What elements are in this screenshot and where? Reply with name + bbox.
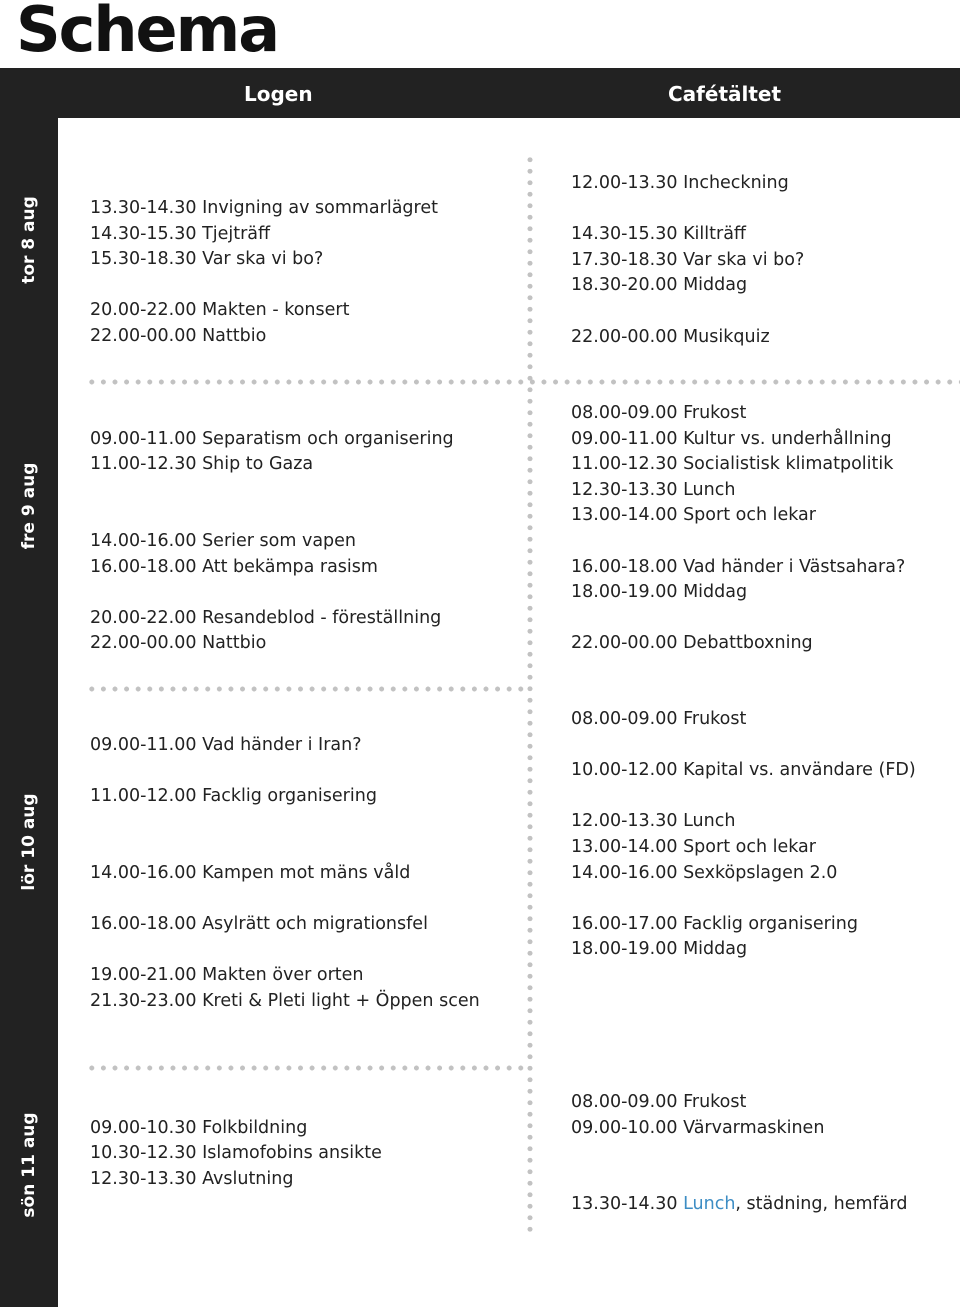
schedule-item xyxy=(90,401,454,427)
schedule-item: 11.00-12.30 Socialistisk klimatpolitik xyxy=(571,454,894,475)
day-divider xyxy=(86,379,960,385)
schedule-item: 12.30-13.30 Lunch xyxy=(571,479,736,500)
schedule-item xyxy=(571,1141,907,1167)
schedule-item xyxy=(571,886,916,912)
schedule-item xyxy=(571,529,905,555)
schedule-item: 08.00-09.00 Frukost xyxy=(571,709,747,729)
day-divider xyxy=(86,686,526,692)
schedule-item xyxy=(90,580,454,606)
day-label-saturday: lör 10 aug xyxy=(19,793,39,891)
schedule-item xyxy=(90,1090,382,1116)
schedule-item: 13.00-14.00 Sport och lekar xyxy=(571,836,816,857)
schedule-item: 10.00-12.00 Kapital vs. användare (FD) xyxy=(571,760,916,781)
schedule-item: 16.00-18.00 Att bekämpa rasism xyxy=(90,556,378,577)
schedule-item xyxy=(90,503,454,529)
cafe-sunday-list xyxy=(571,1090,907,1218)
schedule-item xyxy=(90,758,480,784)
schedule-item: 15.30-18.30 Var ska vi bo? xyxy=(90,249,324,270)
schedule-item: 11.00-12.30 Ship to Gaza xyxy=(90,454,314,475)
schedule-item xyxy=(571,299,804,325)
cafe-thursday-list xyxy=(571,171,804,350)
schedule-item: 16.00-18.00 Asylrätt och migrationsfel xyxy=(90,913,428,934)
schedule-item: 09.00-10.30 Folkbildning xyxy=(90,1117,308,1138)
schedule-item: 10.30-12.30 Islamofobins ansikte xyxy=(90,1143,382,1164)
schedule-item: 08.00-09.00 Frukost xyxy=(571,1092,747,1112)
page-title: Schema xyxy=(16,0,279,66)
schedule-item: 11.00-12.00 Facklig organisering xyxy=(90,785,377,806)
schedule-item: 19.00-21.00 Makten över orten xyxy=(90,964,364,985)
schedule-item xyxy=(571,1192,907,1218)
schedule-item xyxy=(90,707,480,733)
schedule-item: 22.00-00.00 Debattboxning xyxy=(571,633,813,654)
schedule-item xyxy=(571,784,916,810)
schedule-item xyxy=(571,197,804,223)
schedule-item xyxy=(90,886,480,912)
schedule-item: 21.30-23.00 Kreti & Pleti light + Öppen scen xyxy=(90,990,480,1011)
schedule-item: 14.00-16.00 Serier som vapen xyxy=(90,530,357,551)
day-divider xyxy=(86,1065,526,1071)
venue-cafe-heading: Cafétältet xyxy=(668,82,782,106)
schedule-header xyxy=(0,68,960,118)
schedule-item xyxy=(90,478,454,504)
schedule-item: 12.30-13.30 Avslutning xyxy=(90,1168,294,1189)
venue-logen-heading: Logen xyxy=(244,82,313,106)
schedule-item: 22.00-00.00 Nattbio xyxy=(90,325,267,346)
schedule-item: 09.00-11.00 Vad händer i Iran? xyxy=(90,734,362,755)
schedule-item: 14.00-16.00 Kampen mot mäns våld xyxy=(90,862,411,883)
schedule-item: 14.00-16.00 Sexköpslagen 2.0 xyxy=(571,862,838,883)
schedule-item: 16.00-17.00 Facklig organisering xyxy=(571,913,858,934)
column-divider xyxy=(527,154,533,1234)
schedule-item: 09.00-10.00 Värvarmaskinen xyxy=(571,1117,825,1138)
schedule-item xyxy=(90,937,480,963)
schedule-lunch: Lunch xyxy=(683,1194,736,1215)
day-label-friday: fre 9 aug xyxy=(19,462,39,550)
schedule-item: 12.00-13.30 Lunch xyxy=(571,811,736,832)
day-label-thursday: tor 8 aug xyxy=(19,196,39,284)
schedule-item: 20.00-22.00 Makten - konsert xyxy=(90,300,350,321)
schedule-item: 16.00-18.00 Vad händer i Västsahara? xyxy=(571,556,906,577)
schedule-item: 18.00-19.00 Middag xyxy=(571,939,748,960)
logen-friday-list xyxy=(90,401,454,657)
schedule-item xyxy=(90,835,480,861)
schedule-item xyxy=(571,606,905,632)
schedule-item: 17.30-18.30 Var ska vi bo? xyxy=(571,249,805,270)
logen-sunday-list xyxy=(90,1090,382,1192)
schedule-item: 22.00-00.00 Nattbio xyxy=(90,633,267,654)
schedule-item: 09.00-11.00 Kultur vs. underhållning xyxy=(571,428,892,449)
schedule-item: 12.00-13.30 Incheckning xyxy=(571,173,789,193)
schedule-item: 13.00-14.00 Sport och lekar xyxy=(571,505,816,526)
logen-thursday-list xyxy=(90,196,438,350)
schedule-item: 22.00-00.00 Musikquiz xyxy=(571,326,770,347)
schedule-item: 14.30-15.30 Tjejträff xyxy=(90,223,271,244)
schedule-item: 18.30-20.00 Middag xyxy=(571,275,748,296)
logen-saturday-list xyxy=(90,707,480,1014)
schedule-item xyxy=(90,809,480,835)
schedule-item: 08.00-09.00 Frukost xyxy=(571,403,747,423)
schedule-time: 13.30-14.30 xyxy=(571,1194,684,1215)
cafe-saturday-list xyxy=(571,707,916,963)
schedule-item xyxy=(571,1167,907,1193)
schedule-rest: , städning, hemfärd xyxy=(735,1194,908,1215)
schedule-item: 14.30-15.30 Killträff xyxy=(571,224,746,245)
cafe-friday-list xyxy=(571,401,905,657)
schedule-item xyxy=(571,733,916,759)
schedule-item: 18.00-19.00 Middag xyxy=(571,582,748,603)
day-label-sunday: sön 11 aug xyxy=(19,1112,39,1218)
schedule-item: 09.00-11.00 Separatism och organisering xyxy=(90,428,454,449)
schedule-item: 13.30-14.30 Invigning av sommarlägret xyxy=(90,198,438,218)
schedule-item: 20.00-22.00 Resandeblod - föreställning xyxy=(90,607,442,628)
schedule-item xyxy=(90,273,438,299)
